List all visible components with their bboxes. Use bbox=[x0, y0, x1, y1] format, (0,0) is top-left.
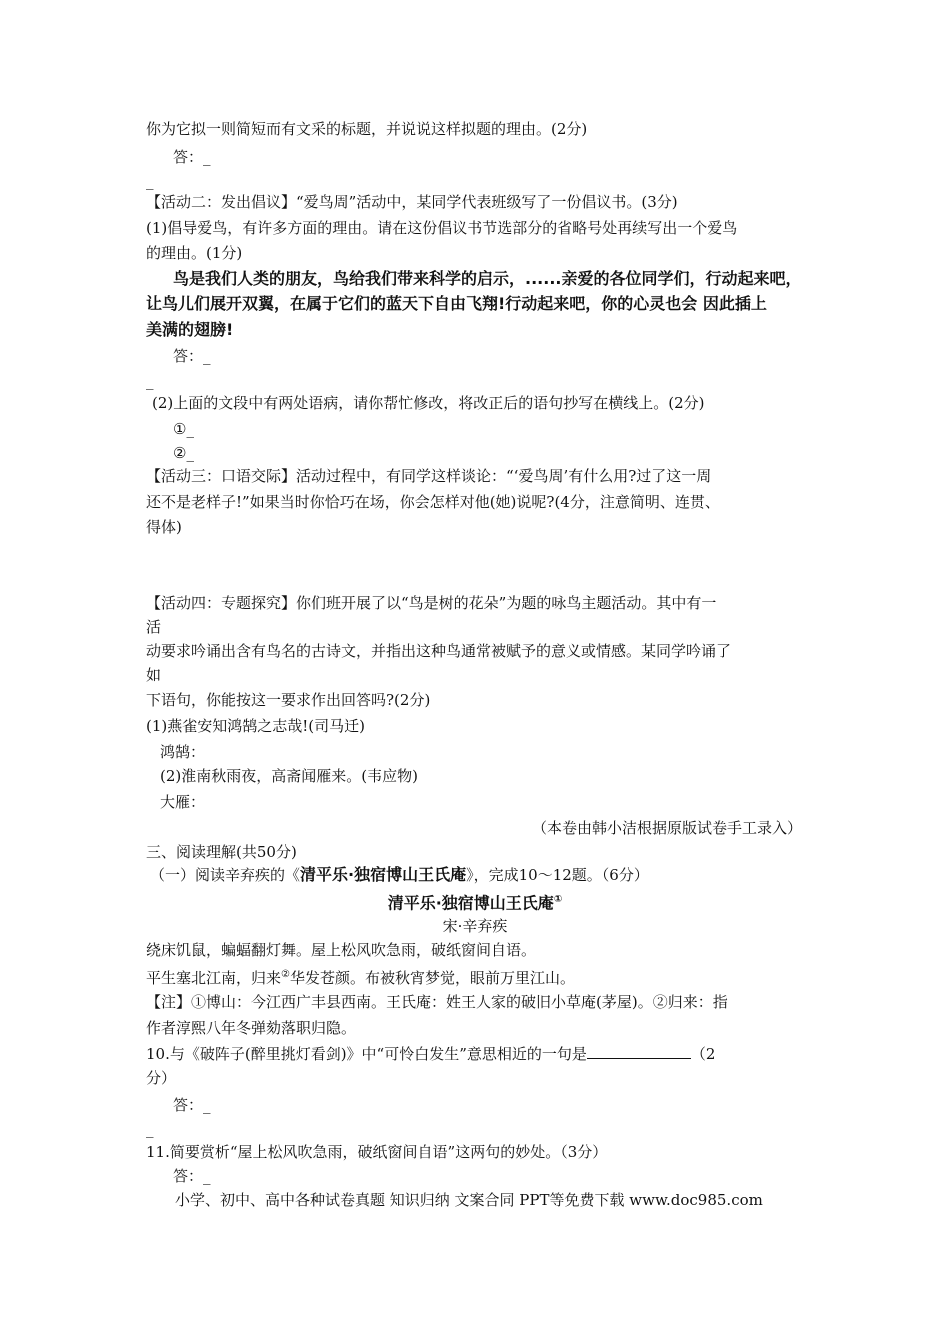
poem-line-2-end: 华发苍颜。布被秋宵梦觉，眼前万里江山。 bbox=[289, 969, 575, 987]
answer-blank[interactable]: _ bbox=[146, 172, 154, 190]
poem-line-2-start: 平生塞北江南，归来 bbox=[146, 969, 282, 987]
activity-four-wrap: 活 bbox=[146, 618, 162, 636]
question-10-score-cont: 分） bbox=[146, 1069, 177, 1087]
proposal-excerpt-line-2: 让鸟儿们展开双翼，在属于它们的蓝天下自由飞翔!行动起来吧，你的心灵也会 因此插上 bbox=[146, 294, 767, 313]
proposal-excerpt-line-1: 鸟是我们人类的朋友，鸟给我们带来科学的启示，......亲爱的各位同学们，行动起来吧， bbox=[173, 269, 802, 288]
question-2-text: (2)上面的文段中有两处语病，请你帮忙修改，将改正后的语句抄写在横线上。(2分) bbox=[152, 394, 705, 412]
answer-blank[interactable]: _ bbox=[146, 1120, 154, 1138]
activity-four-text-cont: 下语句，你能按这一要求作出回答吗?(2分) bbox=[146, 691, 431, 709]
activity-three-heading: 【活动三：口语交际】活动过程中，有同学这样谈论：“‘爱鸟周’有什么用?过了这一周 bbox=[146, 467, 712, 485]
activity-three-text-cont: 得体) bbox=[146, 518, 182, 536]
proposal-excerpt-line-3: 美满的翅膀! bbox=[146, 320, 234, 339]
answer-label-dayan[interactable]: 大雁： bbox=[160, 793, 206, 811]
poem-quote-2: (2)淮南秋雨夜，高斋闻雁来。(韦应物) bbox=[160, 767, 418, 785]
poem-line-2 bbox=[146, 965, 575, 988]
answer-line[interactable]: 答：_ bbox=[173, 1167, 211, 1185]
footer-promo: 小学、初中、高中各种试卷真题 知识归纳 文案合同 PPT等免费下载 www.doc985.com bbox=[175, 1191, 763, 1209]
poem-title-text: 清平乐·独宿博山王氏庵 bbox=[387, 893, 554, 913]
answer-line[interactable]: 答：_ bbox=[173, 347, 211, 365]
footnote-marker-1: ① bbox=[553, 894, 563, 905]
activity-two-heading: 【活动二：发出倡议】“爱鸟周”活动中，某同学代表班级写了一份倡议书。(3分) bbox=[146, 193, 678, 211]
correction-blank-1[interactable]: ①_ bbox=[173, 420, 194, 438]
question-11: 11.简要赏析“屋上松风吹急雨，破纸窗间自语”这两句的妙处。（3分） bbox=[146, 1143, 608, 1161]
answer-blank[interactable]: _ bbox=[146, 372, 154, 390]
answer-line[interactable]: 答：_ bbox=[173, 148, 211, 166]
correction-blank-2[interactable]: ②_ bbox=[173, 444, 194, 462]
activity-three-text: 还不是老样子!”如果当时你恰巧在场，你会怎样对他(她)说呢?(4分，注意简明、连贯、 bbox=[146, 493, 720, 511]
question-1-text-cont: 的理由。(1分) bbox=[146, 244, 243, 262]
poem-author: 宋·辛弃疾 bbox=[442, 917, 508, 935]
poem-quote-1: (1)燕雀安知鸿鹄之志哉!(司马迁) bbox=[146, 717, 365, 735]
answer-label-honghu[interactable]: 鸿鹄： bbox=[160, 743, 206, 761]
activity-four-heading: 【活动四：专题探究】你们班开展了以“鸟是树的花朵”为题的咏鸟主题活动。其中有一 bbox=[146, 594, 717, 612]
entry-note: （本卷由韩小洁根据原版试卷手工录入） bbox=[531, 819, 802, 837]
reading-instruction-start: （一）阅读辛弃疾的《 bbox=[150, 866, 301, 884]
poem-line-1: 绕床饥鼠，蝙蝠翻灯舞。屋上松风吹急雨，破纸窗间自语。 bbox=[146, 941, 537, 959]
question-10-text: 10.与《破阵子(醉里挑灯看剑)》中“可怜白发生”意思相近的一句是 bbox=[146, 1045, 587, 1063]
activity-four-wrap: 如 bbox=[146, 666, 162, 684]
activity-four-text: 动要求吟诵出含有鸟名的古诗文，并指出这种鸟通常被赋予的意义或情感。某同学吟诵了 bbox=[146, 642, 732, 660]
poem-title-inline: 清平乐·独宿博山王氏庵 bbox=[300, 865, 467, 884]
poem-notes: 【注】①博山：今江西广丰县西南。王氏庵：姓王人家的破旧小草庵(茅屋)。②归来：指 bbox=[146, 993, 728, 1011]
poem-notes-cont: 作者淳熙八年冬弹劾落职归隐。 bbox=[146, 1019, 357, 1037]
question-intro-line: 你为它拟一则简短而有文采的标题，并说说这样拟题的理由。(2分) bbox=[146, 120, 588, 138]
question-10-score: （2 bbox=[690, 1045, 716, 1063]
poem-title bbox=[0, 890, 950, 913]
footnote-marker-2: ② bbox=[281, 969, 290, 980]
question-10-blank[interactable] bbox=[587, 1044, 691, 1059]
reading-instruction bbox=[150, 865, 649, 885]
reading-instruction-end: 》，完成10～12题。（6分） bbox=[466, 866, 649, 884]
section-three-heading: 三、阅读理解(共50分) bbox=[146, 843, 297, 861]
answer-line[interactable]: 答：_ bbox=[173, 1096, 211, 1114]
question-10 bbox=[146, 1044, 715, 1064]
question-1-text: (1)倡导爱鸟，有许多方面的理由。请在这份倡议书节选部分的省略号处再续写出一个爱鸟 bbox=[146, 219, 738, 237]
